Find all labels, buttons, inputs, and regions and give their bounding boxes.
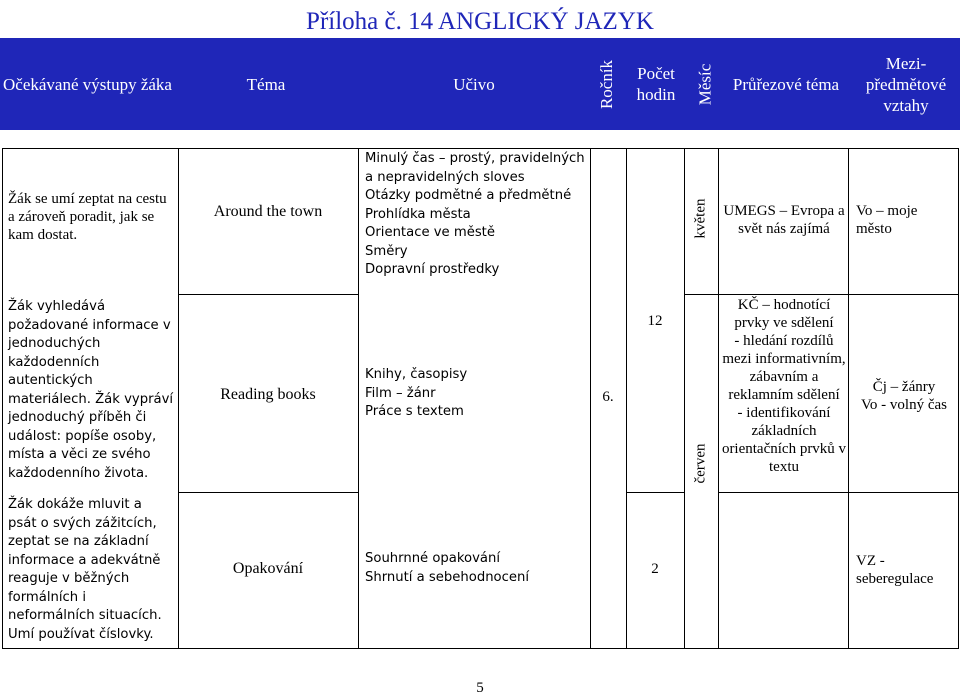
header-rocnik: Ročník: [597, 59, 617, 109]
prurezove-1: UMEGS – Evropa a svět nás zajímá: [723, 203, 845, 237]
ucivo-3: Souhrnné opakování Shrnutí a sebehodnocení: [365, 551, 530, 585]
mezipredmetove-1: Vo – moje město: [856, 203, 918, 237]
tema-1: Around the town: [213, 203, 323, 220]
vystup-3: Žák dokáže mluvit a psát o svých zážitcích, zeptat se na základní informace a adekvátně reaguje v běžných formálních i neformálních situacích. Umí používat číslovky.: [8, 497, 162, 642]
page-title: Příloha č. 14 ANGLICKÝ JAZYK: [306, 8, 654, 35]
curriculum-table: [0, 148, 960, 648]
prurezove-2: KČ – hodnotící prvky ve sdělení - hledání rozdílů mezi informativním, zábavním a reklamním sdělení - identifikování základních orientačních prvků v textu: [721, 297, 847, 475]
mezipredmetove-3: VZ - seberegulace: [856, 553, 934, 587]
tema-2: Reading books: [220, 386, 316, 403]
tema-3: Opakování: [232, 560, 304, 577]
mesic-2: červen: [692, 443, 709, 484]
mesic-1: květen: [692, 198, 709, 239]
header-vystupy: Očekávané výstupy žáka: [3, 74, 172, 94]
header-prurezove: Průřezové téma: [732, 74, 840, 94]
page-number: 5: [476, 680, 484, 696]
header-mesic: Měsíc: [695, 63, 715, 105]
header-mezipredmetove: Mezi-předmětové vztahy: [865, 53, 947, 115]
hodin-2: 2: [651, 561, 659, 577]
vystup-2: Žák vyhledává požadované informace v jednoduchých každodenních autentických materiálech. Žák vypráví jednoduchý příběh či událost: popíše osoby, místa a věci ze svého každodenního života.: [8, 299, 174, 481]
header-pocet-hodin: Počet hodin: [636, 64, 676, 104]
vystup-1: Žák se umí zeptat na cestu a zároveň poradit, jak se kam dostat.: [8, 191, 167, 243]
rocnik: 6.: [602, 389, 614, 405]
ucivo-2: Knihy, časopisy Film – žánr Práce s textem: [365, 367, 468, 419]
header-tema: Téma: [246, 74, 286, 94]
header-ucivo: Učivo: [453, 74, 495, 94]
ucivo-1: Minulý čas – prostý, pravidelných a nepravidelných sloves Otázky podmětné a předmětné Prohlídka města Orientace ve městě Směry Dopravní prostředky: [365, 151, 585, 277]
mezipredmetove-2: Čj – žánry Vo - volný čas: [861, 379, 947, 413]
table-header: [0, 38, 960, 130]
hodin-1: 12: [647, 313, 663, 329]
